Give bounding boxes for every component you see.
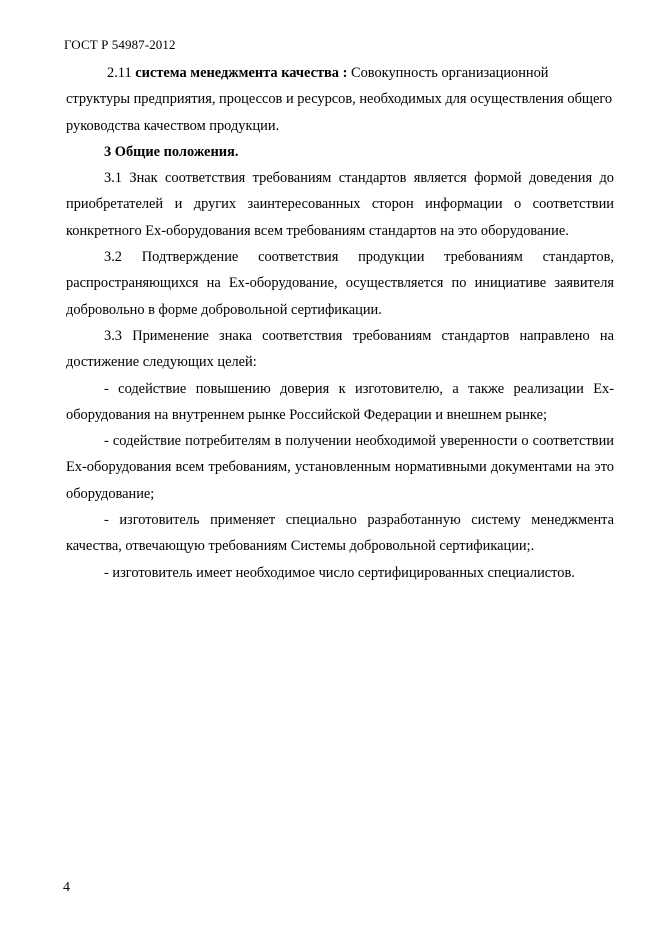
list-item: - содействие потребителям в получении необходимой уверенности о соответствии Ех-оборудования всем требованиям, установленным нормативными документами на это оборудование; bbox=[66, 433, 614, 502]
document-body bbox=[66, 60, 614, 586]
paragraph-3-1: 3.1 Знак соответствия требованиям стандартов является формой доведения до приобретателей и других заинтересованных сторон информации о соответствии конкретного Ех-оборудования всем требованиям стандартов на это оборудование. bbox=[66, 170, 614, 239]
document-code: ГОСТ Р 54987-2012 bbox=[64, 37, 176, 52]
clause-number: 2.11 bbox=[107, 65, 132, 81]
list-item: - изготовитель применяет специально разработанную систему менеджмента качества, отвечающую требованиям Системы добровольной сертификации;. bbox=[66, 512, 614, 555]
paragraph-3-3: 3.3 Применение знака соответствия требованиям стандартов направлено на достижение следующих целей: bbox=[66, 327, 614, 371]
clause-2-11 bbox=[66, 60, 614, 139]
page-number: 4 bbox=[63, 880, 70, 895]
paragraph-3-2: 3.2 Подтверждение соответствия продукции требованиям стандартов, распространяющихся на Ех-оборудование, осуществляется по инициативе заявителя добровольно в форме добровольной сертификации. bbox=[66, 249, 614, 318]
section-heading: 3 Общие положения. bbox=[104, 143, 239, 160]
term-definition: Совокупность организационной структуры предприятия, процессов и ресурсов, необходимых для осуществления общего руководства качеством продукции. bbox=[66, 65, 613, 134]
list-item: - содействие повышению доверия к изготовителю, а также реализации Ех-оборудования на внутреннем рынке Российской Федерации и внешнем рынке; bbox=[66, 380, 614, 423]
term-name: система менеджмента качества : bbox=[135, 65, 348, 81]
list-item: - изготовитель имеет необходимое число сертифицированных специалистов. bbox=[104, 564, 575, 581]
